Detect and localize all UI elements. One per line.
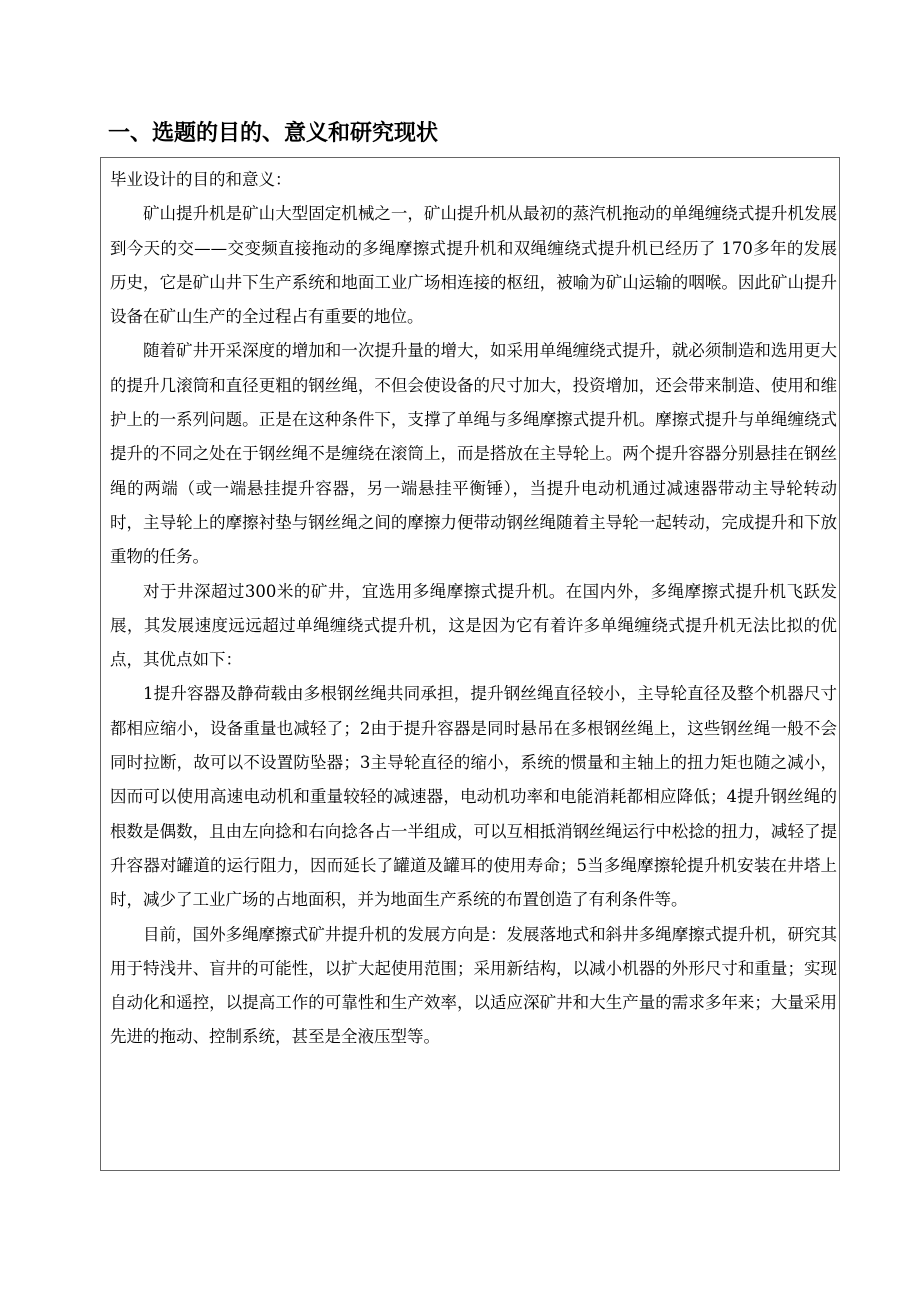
paragraph-2: 随着矿井开采深度的增加和一次提升量的增大，如采用单绳缠绕式提升，就必须制造和选用更大的提升几滚筒和直径更粗的钢丝绳，不但会使设备的尺寸加大，投资增加，还会带来制造、使用和维护上的一系列问题。正是在这种条件下，支撑了单绳与多绳摩擦式提升机。摩擦式提升与单绳缠绕式提升的不同之处在于钢丝绳不是缠绕在滚筒上，而是搭放在主导轮上。两个提升容器分别悬挂在钢丝绳的两端（或一端悬挂提升容器，另一端悬挂平衡锤），当提升电动机通过减速器带动主导轮转动时，主导轮上的摩擦衬垫与钢丝绳之间的摩擦力便带动钢丝绳随着主导轮一起转动，完成提升和下放重物的任务。 [110,341,837,567]
paragraph-5: 目前，国外多绳摩擦式矿井提升机的发展方向是：发展落地式和斜井多绳摩擦式提升机，研究其用于特浅井、盲井的可能性，以扩大起使用范围；采用新结构，以减小机器的外形尺寸和重量；实现自动化和遥控，以提高工作的可靠性和生产效率，以适应深矿井和大生产量的需求多年来；大量采用先进的拖动、控制系统，甚至是全液压型等。 [110,924,837,1047]
section-heading: 一、选题的目的、意义和研究现状 [108,121,439,146]
paragraph-3: 对于井深超过300米的矿井，宜选用多绳摩擦式提升机。在国内外，多绳摩擦式提升机飞跃发展，其发展速度远远超过单绳缠绕式提升机，这是因为它有着许多单绳缠绕式提升机无法比拟的优点，其优点如下： [110,581,837,670]
section-label: 毕业设计的目的和意义： [110,170,292,189]
paragraph-1: 矿山提升机是矿山大型固定机械之一，矿山提升机从最初的蒸汽机拖动的单绳缠绕式提升机发展到今天的交——交变频直接拖动的多绳摩擦式提升机和双绳缠绕式提升机已经历了 170多年的发展历史，它是矿山井下生产系统和地面工业广场相连接的枢纽，被喻为矿山运输的咽喉。因此矿山提升设备在矿山生产的全过程占有重要的地位。 [110,204,837,327]
content-text [110,163,837,1055]
paragraph-4: 1提升容器及静荷载由多根钢丝绳共同承担，提升钢丝绳直径较小，主导轮直径及整个机器尺寸都相应缩小，设备重量也减轻了；2由于提升容器是同时悬吊在多根钢丝绳上，这些钢丝绳一般不会同时拉断，故可以不设置防坠器；3主导轮直径的缩小，系统的惯量和主轴上的扭力矩也随之减小，因而可以使用高速电动机和重量较轻的减速器，电动机功率和电能消耗都相应降低；4提升钢丝绳的根数是偶数，且由左向捻和右向捻各占一半组成，可以互相抵消钢丝绳运行中松捻的扭力，减轻了提升容器对罐道的运行阻力，因而延长了罐道及罐耳的使用寿命；5当多绳摩擦轮提升机安装在井塔上时，减少了工业广场的占地面积，并为地面生产系统的布置创造了有利条件等。 [110,684,837,910]
